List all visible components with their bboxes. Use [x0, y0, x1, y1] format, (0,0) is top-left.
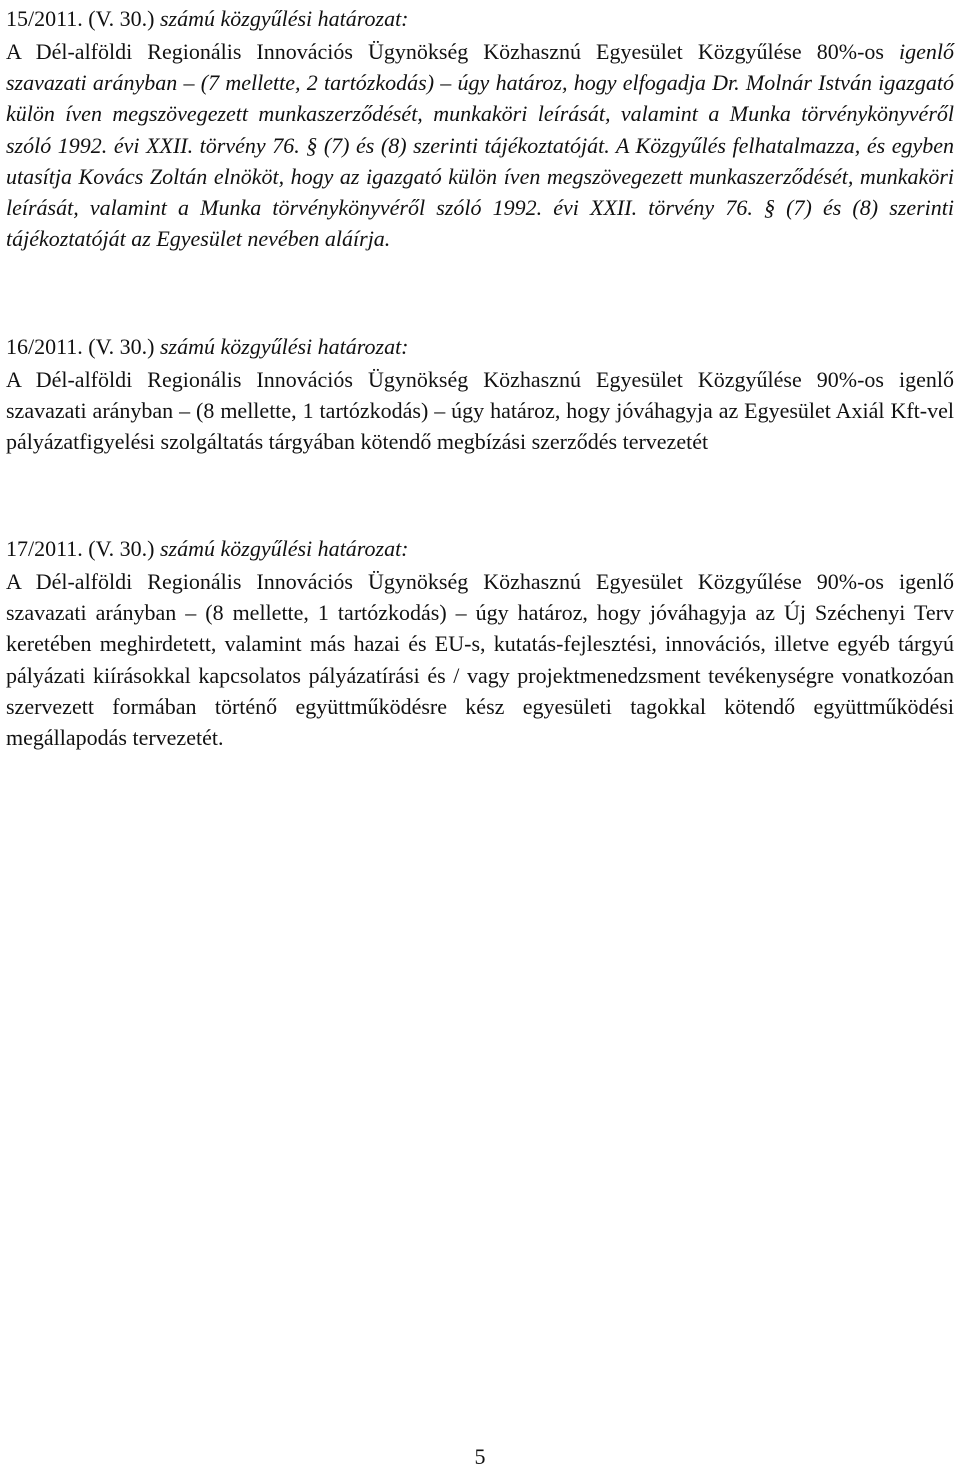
- resolution-number: 15/2011. (V. 30.): [6, 6, 155, 31]
- resolution-17: [6, 532, 954, 753]
- page-number: 5: [474, 1444, 486, 1469]
- resolution-body: [6, 36, 954, 254]
- resolution-body-lead: A Dél-alföldi Regionális Innovációs Ügynökség Közhasznú Egyesület Közgyűlése 90%-os igenlő szavazati arányban – (8 mellette, 1 tartózkodás) – úgy határoz, hogy jóváhagyja az Egyesület Axiál Kft-vel pályázatfigyelési szolgáltatás tárgyában kötendő megbízási szerződés tervezetét: [6, 367, 954, 455]
- resolution-body: [6, 566, 954, 753]
- resolution-body-lead: A Dél-alföldi Regionális Innovációs Ügynökség Közhasznú Egyesület Közgyűlése 90%-os igenlő szavazati arányban – (8 mellette, 1 tartózkodás) – úgy határoz, hogy jóváhagyja az Új Széchenyi Terv keretében meghirdetett, valamint más hazai és EU-s, kutatás-fejlesztési, innovációs, illetve egyéb tárgyú pályázati kiírásokkal kapcsolatos pályázatírási és / vagy projektmenedzsment tevékenységre vonatkozóan szervezett formában történő együttműködésre kész egyesületi tagokkal kötendő együttműködési megállapodás tervezetét.: [6, 569, 954, 751]
- resolution-heading-text: számú közgyűlési határozat:: [154, 334, 409, 359]
- resolution-heading-text: számú közgyűlési határozat:: [154, 6, 409, 31]
- resolution-16: [6, 330, 954, 458]
- resolution-heading-text: számú közgyűlési határozat:: [154, 536, 409, 561]
- resolution-body: [6, 364, 954, 458]
- resolution-number: 16/2011. (V. 30.): [6, 334, 155, 359]
- resolution-heading: [6, 330, 954, 364]
- resolution-number: 17/2011. (V. 30.): [6, 536, 155, 561]
- resolution-heading: [6, 2, 954, 36]
- resolution-body-text: igenlő szavazati arányban – (7 mellette, 2 tartózkodás) – úgy határoz, hogy elfogadja Dr. Molnár István igazgató külön íven megszövegezett munkaszerződését, munkaköri leírását, valamint a Munka törvénykönyvéről szóló 1992. évi XXII. törvény 76. § (7) és (8) szerinti tájékoztatóját. A Közgyűlés felhatalmazza, és egyben utasítja Kovács Zoltán elnököt, hogy az igazgató külön íven megszövegezett munkaszerződését, munkaköri leírását, valamint a Munka törvénykönyvéről szóló 1992. évi XXII. törvény 76. § (7) és (8) szerinti tájékoztatóját az Egyesület nevében aláírja.: [6, 39, 954, 252]
- resolution-heading: [6, 532, 954, 566]
- resolution-15: [6, 2, 954, 254]
- resolution-body-lead: A Dél-alföldi Regionális Innovációs Ügynökség Közhasznú Egyesület Közgyűlése 80%-os: [6, 39, 884, 64]
